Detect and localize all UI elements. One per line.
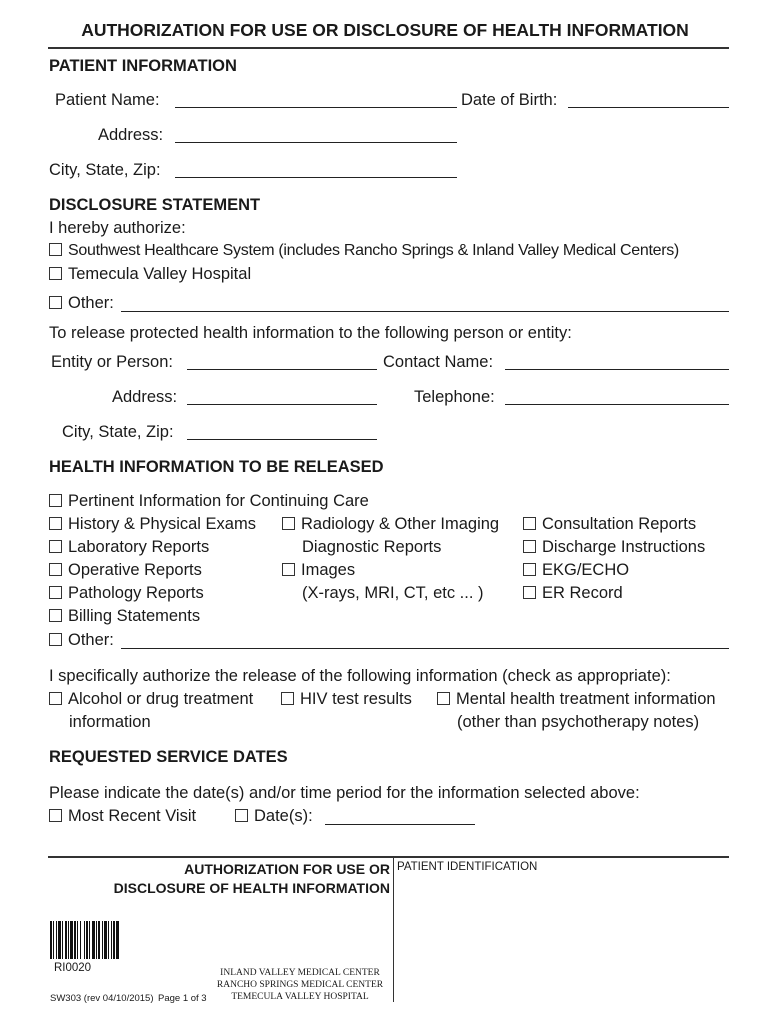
checkbox[interactable]: [523, 563, 536, 576]
option-history[interactable]: [49, 515, 256, 534]
barcode-bar: [98, 921, 100, 959]
facility-rancho-springs: RANCHO SPRINGS MEDICAL CENTER: [216, 980, 384, 990]
option-mental[interactable]: [437, 690, 716, 709]
checkbox[interactable]: [49, 494, 62, 507]
option-temecula-label: Temecula Valley Hospital: [68, 265, 252, 283]
dates-field[interactable]: [325, 824, 475, 825]
barcode-bar: [65, 921, 67, 959]
option-alcohol[interactable]: [49, 690, 253, 709]
barcode-bar: [92, 921, 95, 959]
option-radiology[interactable]: [282, 515, 499, 534]
option-mental-label: Mental health treatment information: [456, 690, 716, 708]
form-title: AUTHORIZATION FOR USE OR DISCLOSURE OF HEALTH INFORMATION: [81, 20, 689, 40]
entity-city-label: City, State, Zip:: [62, 423, 174, 441]
facility-inland-valley: INLAND VALLEY MEDICAL CENTER: [220, 968, 380, 978]
title-rule: [48, 47, 729, 49]
checkbox[interactable]: [282, 517, 295, 530]
barcode-bar: [102, 921, 103, 959]
barcode-bar: [86, 921, 88, 959]
patient-name-label: Patient Name:: [55, 91, 160, 109]
option-er-label: ER Record: [542, 584, 623, 602]
checkbox[interactable]: [523, 517, 536, 530]
option-laboratory[interactable]: [49, 538, 209, 557]
footer-rule: [48, 856, 729, 858]
barcode-bar: [104, 921, 107, 959]
option-billing[interactable]: [49, 607, 200, 626]
option-pertinent-label: Pertinent Information for Continuing Care: [68, 492, 369, 510]
option-hiv-label: HIV test results: [300, 690, 412, 708]
release-to-text: To release protected health information to the following person or entity:: [49, 324, 572, 342]
specific-intro: I specifically authorize the release of the following information (check as appropriate):: [49, 667, 671, 685]
barcode-bar: [108, 921, 109, 959]
mental-continuation: (other than psychotherapy notes): [457, 713, 700, 731]
barcode-bar: [62, 921, 63, 959]
option-recent-visit-label: Most Recent Visit: [68, 807, 197, 825]
dates-intro: Please indicate the date(s) and/or time period for the information selected above:: [49, 784, 640, 802]
barcode-bar: [74, 921, 76, 959]
option-southwest[interactable]: [49, 242, 679, 260]
checkbox[interactable]: [49, 517, 62, 530]
option-recent-visit[interactable]: [49, 807, 196, 826]
checkbox[interactable]: [49, 267, 62, 280]
option-dates[interactable]: [235, 807, 313, 826]
patient-address-label: Address:: [98, 126, 164, 144]
option-pathology[interactable]: [49, 584, 204, 603]
checkbox[interactable]: [49, 633, 62, 646]
option-operative-label: Operative Reports: [68, 561, 202, 579]
other-field[interactable]: [121, 311, 729, 312]
radiology-continuation: Diagnostic Reports: [302, 538, 442, 556]
checkbox[interactable]: [49, 586, 62, 599]
barcode-bar: [96, 921, 97, 959]
option-consultation-label: Consultation Reports: [542, 515, 697, 533]
barcode-bar: [89, 921, 90, 959]
barcode-bar: [77, 921, 78, 959]
option-dates-label: Date(s):: [254, 807, 313, 825]
option-billing-label: Billing Statements: [68, 607, 201, 625]
checkbox[interactable]: [49, 243, 62, 256]
option-temecula[interactable]: [49, 265, 251, 284]
disclosure-heading: DISCLOSURE STATEMENT: [49, 196, 261, 214]
option-consultation[interactable]: [523, 515, 696, 534]
alcohol-continuation: information: [69, 713, 151, 731]
option-other[interactable]: [49, 294, 114, 313]
option-health-other-label: Other:: [68, 631, 114, 649]
checkbox[interactable]: [282, 563, 295, 576]
barcode-bar: [111, 921, 112, 959]
option-southwest-label: Southwest Healthcare System (includes Rancho Springs & Inland Valley Medical Centers): [68, 242, 679, 259]
barcode-text: RI0020: [54, 962, 92, 974]
checkbox[interactable]: [281, 692, 294, 705]
dates-heading: REQUESTED SERVICE DATES: [49, 748, 288, 766]
images-continuation: (X-rays, MRI, CT, etc ... ): [302, 584, 484, 602]
checkbox[interactable]: [49, 809, 62, 822]
checkbox[interactable]: [523, 586, 536, 599]
checkbox[interactable]: [49, 296, 62, 309]
facility-temecula: TEMECULA VALLEY HOSPITAL: [231, 992, 369, 1002]
entity-address-label: Address:: [112, 388, 178, 406]
patient-city-label: City, State, Zip:: [49, 161, 161, 179]
checkbox[interactable]: [49, 609, 62, 622]
dob-label: Date of Birth:: [461, 91, 558, 109]
dob-field[interactable]: [568, 107, 729, 108]
option-laboratory-label: Laboratory Reports: [68, 538, 210, 556]
telephone-field[interactable]: [505, 404, 729, 405]
footer-divider: [393, 857, 394, 1002]
page-number: Page 1 of 3: [158, 993, 207, 1004]
patient-name-field[interactable]: [175, 107, 457, 108]
barcode-bar: [50, 921, 52, 959]
checkbox[interactable]: [437, 692, 450, 705]
health-other-field[interactable]: [121, 648, 729, 649]
option-images[interactable]: [282, 561, 355, 580]
telephone-label: Telephone:: [414, 388, 495, 406]
option-other-label: Other:: [68, 294, 114, 312]
barcode-bar: [58, 921, 61, 959]
patient-address-field[interactable]: [175, 142, 457, 143]
entity-field[interactable]: [187, 369, 377, 370]
authorize-text: I hereby authorize:: [49, 219, 186, 237]
option-operative[interactable]: [49, 561, 202, 580]
barcode-bar: [70, 921, 73, 959]
entity-label: Entity or Person:: [51, 353, 173, 371]
contact-field[interactable]: [505, 369, 729, 370]
option-history-label: History & Physical Exams: [68, 515, 256, 533]
entity-city-field[interactable]: [187, 439, 377, 440]
footer-form-title-1: AUTHORIZATION FOR USE OR: [184, 861, 390, 877]
option-images-label: Images: [301, 561, 356, 579]
option-er[interactable]: [523, 584, 623, 603]
barcode-bar: [113, 921, 115, 959]
option-ekg-label: EKG/ECHO: [542, 561, 630, 579]
patient-info-heading: PATIENT INFORMATION: [49, 57, 237, 75]
health-heading: HEALTH INFORMATION TO BE RELEASED: [49, 458, 384, 476]
barcode-bar: [80, 921, 81, 959]
option-discharge[interactable]: [523, 538, 705, 557]
option-pathology-label: Pathology Reports: [68, 584, 204, 602]
barcode: [50, 921, 180, 959]
checkbox[interactable]: [523, 540, 536, 553]
option-health-other[interactable]: [49, 631, 114, 650]
option-pertinent[interactable]: [49, 492, 369, 511]
checkbox[interactable]: [49, 540, 62, 553]
option-discharge-label: Discharge Instructions: [542, 538, 706, 556]
checkbox[interactable]: [49, 692, 62, 705]
contact-label: Contact Name:: [383, 353, 494, 371]
checkbox[interactable]: [49, 563, 62, 576]
checkbox[interactable]: [235, 809, 248, 822]
barcode-bar: [84, 921, 85, 959]
option-hiv[interactable]: [281, 690, 412, 709]
barcode-bar: [53, 921, 54, 959]
option-ekg[interactable]: [523, 561, 629, 580]
barcode-bar: [68, 921, 69, 959]
form-number: SW303 (rev 04/10/2015): [50, 993, 154, 1004]
entity-address-field[interactable]: [187, 404, 377, 405]
patient-city-field[interactable]: [175, 177, 457, 178]
option-alcohol-label: Alcohol or drug treatment: [68, 690, 254, 708]
barcode-bar: [56, 921, 57, 959]
footer-form-title-2: DISCLOSURE OF HEALTH INFORMATION: [113, 880, 390, 896]
barcode-bar: [116, 921, 119, 959]
option-radiology-label: Radiology & Other Imaging: [301, 515, 500, 533]
patient-identification-label: PATIENT IDENTIFICATION: [397, 861, 538, 873]
